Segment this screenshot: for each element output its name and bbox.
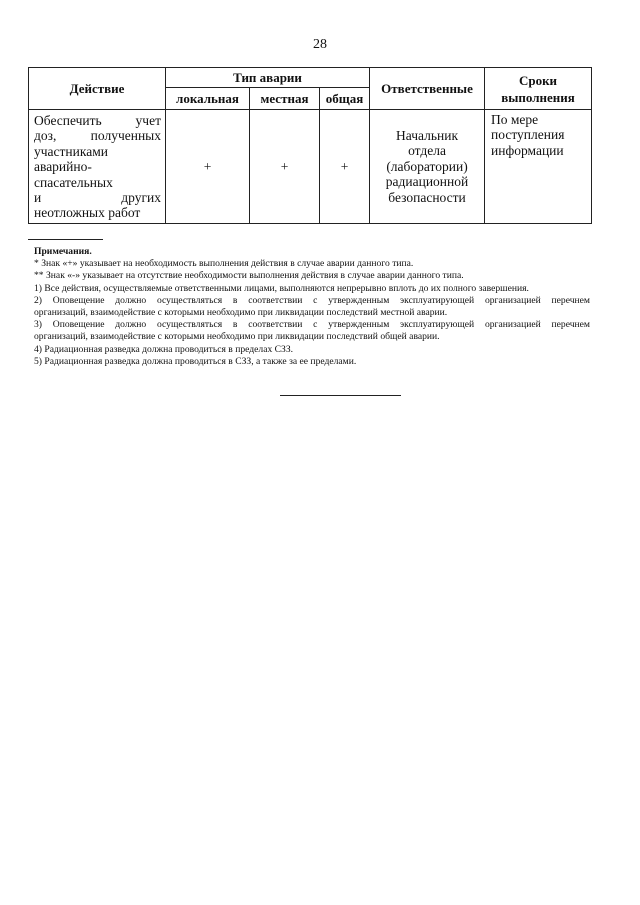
action-line: Обеспечить учет: [34, 113, 161, 128]
responsible-line: радиационной: [385, 174, 469, 190]
site-mark: +: [250, 110, 320, 224]
responsible-line: (лаборатории): [386, 158, 468, 174]
deadline-line: поступления: [491, 127, 565, 143]
header-site: местная: [250, 88, 320, 110]
header-deadline-line2: выполнения: [501, 89, 575, 105]
action-line: доз, полученных: [34, 128, 161, 144]
responsible-line: Начальник: [396, 127, 459, 143]
action-line: спасательных: [34, 174, 113, 190]
header-accident-type: Тип аварии: [166, 68, 370, 88]
note-item: ** Знак «-» указывает на отсутствие необходимости выполнения действия в случае аварии данного типа.: [34, 270, 464, 282]
local-mark: +: [166, 110, 250, 224]
action-cell: [29, 110, 166, 224]
page-number: 28: [313, 37, 327, 52]
note-item: 2) Оповещение должно осуществляться в соответствии с утвержденным эксплуатирующей организацией перечнем: [34, 294, 590, 306]
note-item: * Знак «+» указывает на необходимость выполнения действия в случае аварии данного типа.: [34, 258, 414, 270]
table-row: [29, 110, 592, 224]
action-line: и других: [34, 190, 161, 206]
note-item: 5) Радиационная разведка должна проводиться в СЗЗ, а также за ее пределами.: [34, 355, 357, 367]
responsible-line: безопасности: [388, 189, 466, 205]
notes-divider: [28, 239, 103, 240]
deadline-cell: [485, 110, 592, 224]
responsible-line: отдела: [408, 143, 446, 159]
actions-table: [28, 67, 592, 224]
action-line: неотложных работ: [34, 205, 141, 221]
header-deadline-line1: Сроки: [518, 72, 558, 88]
note-item: 3) Оповещение должно осуществляться в соответствии с утвержденным эксплуатирующей организацией перечнем: [34, 319, 590, 331]
deadline-line: По мере: [491, 112, 539, 127]
note-item: организаций, взаимодействие с которыми необходимо при ликвидации последствий общей аварии.: [34, 331, 440, 343]
note-item: 4) Радиационная разведка должна проводиться в пределах СЗЗ.: [34, 343, 294, 355]
header-deadline: [485, 68, 592, 110]
action-line: аварийно-: [34, 159, 92, 175]
header-local: локальная: [166, 88, 250, 110]
header-responsible: Ответственные: [370, 68, 485, 110]
note-item: 1) Все действия, осуществляемые ответственными лицами, выполняются непрерывно вплоть до их полного завершения.: [34, 282, 529, 294]
notes-section: [34, 246, 590, 368]
end-divider: [280, 395, 401, 396]
responsible-cell: [370, 110, 485, 224]
action-line: участниками: [34, 143, 108, 159]
header-general: общая: [320, 88, 370, 110]
general-mark: +: [320, 110, 370, 224]
note-item: организаций, взаимодействие с которыми необходимо при ликвидации последствий местной аварии.: [34, 307, 448, 319]
notes-title: Примечания.: [34, 246, 92, 257]
deadline-line: информации: [491, 142, 564, 158]
header-action: Действие: [29, 68, 166, 110]
